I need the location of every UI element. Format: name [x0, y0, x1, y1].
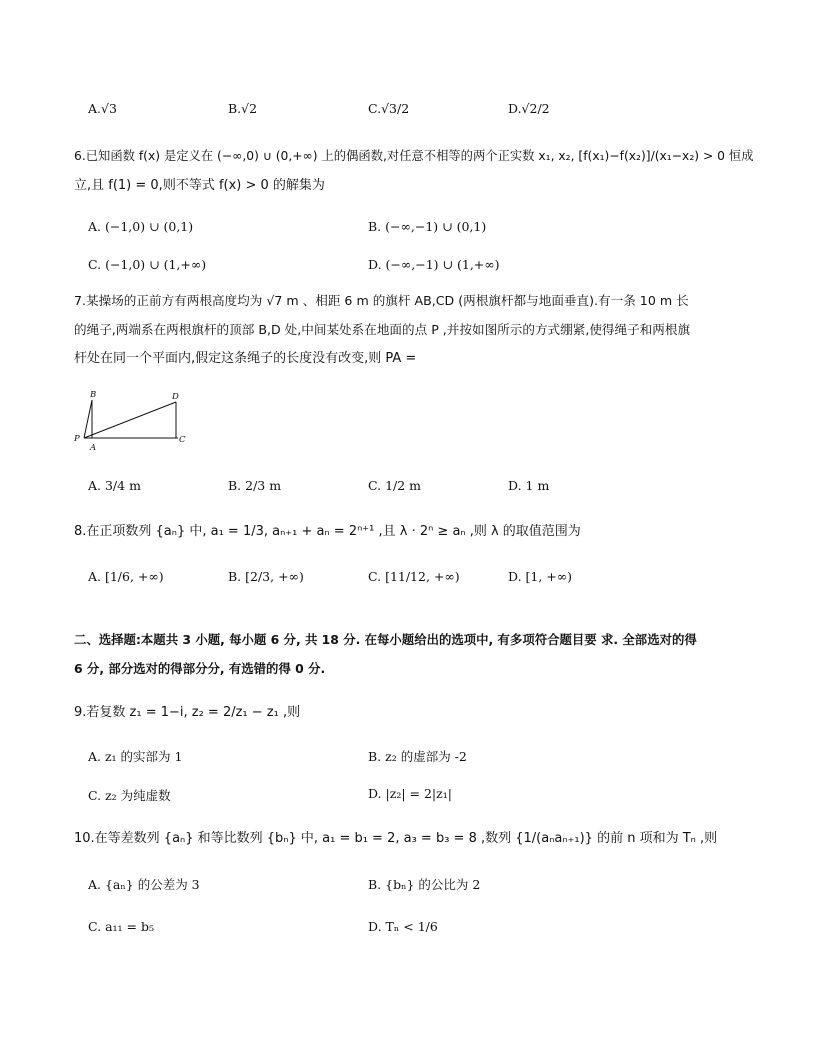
- q8-option-a: A. [1/6, +∞): [88, 569, 164, 584]
- q8-stem: 8.在正项数列 {aₙ} 中, a₁ = 1/3, aₙ₊₁ + aₙ = 2ⁿ⁺¹ ,且 λ · 2ⁿ ≥ aₙ ,则 λ 的取值范围为: [74, 524, 581, 539]
- q10-option-a: A. {aₙ} 的公差为 3: [88, 877, 200, 892]
- q8-option-d: D. [1, +∞): [508, 569, 573, 584]
- q8-option-b: B. [2/3, +∞): [228, 569, 304, 584]
- q9-option-a: A. z₁ 的实部为 1: [88, 749, 183, 764]
- q10-stem: 10.在等差数列 {aₙ} 和等比数列 {bₙ} 中, a₁ = b₁ = 2, a₃ = b₃ = 8 ,数列 {1/(aₙaₙ₊₁)} 的前 n 项和为 Tₙ ,则: [74, 831, 718, 846]
- q9-option-d: D. |z₂| = 2|z₁|: [368, 786, 452, 801]
- section-2-instructions-line-2: 6 分, 部分选对的得部分分, 有选错的得 0 分.: [74, 661, 326, 676]
- rope-bp: [84, 400, 92, 438]
- q9-option-b: B. z₂ 的虚部为 -2: [368, 749, 467, 764]
- q7-option-d: D. 1 m: [508, 478, 550, 493]
- figure-label-a: A: [90, 443, 97, 453]
- figure-label-d: D: [172, 392, 179, 402]
- flagpole-diagram: [72, 388, 192, 454]
- figure-label-b: B: [90, 390, 97, 400]
- q9-stem: 9.若复数 z₁ = 1−i, z₂ = 2/z₁ − z₁ ,则: [74, 705, 301, 720]
- figure-label-c: C: [179, 435, 186, 445]
- q7-option-b: B. 2/3 m: [228, 478, 282, 493]
- q6-stem-line-2: 立,且 f(1) = 0,则不等式 f(x) > 0 的解集为: [74, 178, 325, 193]
- q6-option-d: D. (−∞,−1) ∪ (1,+∞): [368, 257, 500, 272]
- q6-option-b: B. (−∞,−1) ∪ (0,1): [368, 219, 487, 234]
- section-2-instructions-line-1: 二、选择题:本题共 3 小题, 每小题 6 分, 共 18 分. 在每小题给出的选项中, 有多项符合题目要 求. 全部选对的得: [74, 632, 697, 647]
- q7-stem-line-1: 7.某操场的正前方有两根高度均为 √7 m 、相距 6 m 的旗杆 AB,CD (两根旗杆都与地面垂直).有一条 10 m 长: [74, 293, 689, 308]
- q10-option-b: B. {bₙ} 的公比为 2: [368, 877, 481, 892]
- q8-option-c: C. [11/12, +∞): [368, 569, 460, 584]
- figure-label-p: P: [74, 434, 80, 444]
- q5-option-c: C.√3/2: [368, 101, 410, 116]
- q6-stem-line-1: 6.已知函数 f(x) 是定义在 (−∞,0) ∪ (0,+∞) 上的偶函数,对任意不相等的两个正实数 x₁, x₂, [f(x₁)−f(x₂)]/(x₁−x₂) > 0 恒成: [74, 149, 754, 163]
- q9-option-c: C. z₂ 为纯虚数: [88, 788, 171, 803]
- q7-option-a: A. 3/4 m: [88, 478, 141, 493]
- q10-option-d: D. Tₙ < 1/6: [368, 919, 438, 934]
- q7-stem-line-3: 杆处在同一个平面内,假定这条绳子的长度没有改变,则 PA =: [74, 351, 417, 366]
- rope-pd: [84, 402, 176, 438]
- q6-option-a: A. (−1,0) ∪ (0,1): [88, 219, 194, 234]
- q5-option-a: A.√3: [88, 101, 117, 116]
- q7-stem-line-2: 的绳子,两端系在两根旗杆的顶部 B,D 处,中间某处系在地面的点 P ,并按如图所示的方式绷紧,使得绳子和两根旗: [74, 322, 691, 337]
- q5-option-d: D.√2/2: [508, 101, 550, 116]
- q7-option-c: C. 1/2 m: [368, 478, 422, 493]
- q5-option-b: B.√2: [228, 101, 258, 116]
- q6-option-c: C. (−1,0) ∪ (1,+∞): [88, 257, 207, 272]
- q10-option-c: C. a₁₁ = b₅: [88, 919, 154, 934]
